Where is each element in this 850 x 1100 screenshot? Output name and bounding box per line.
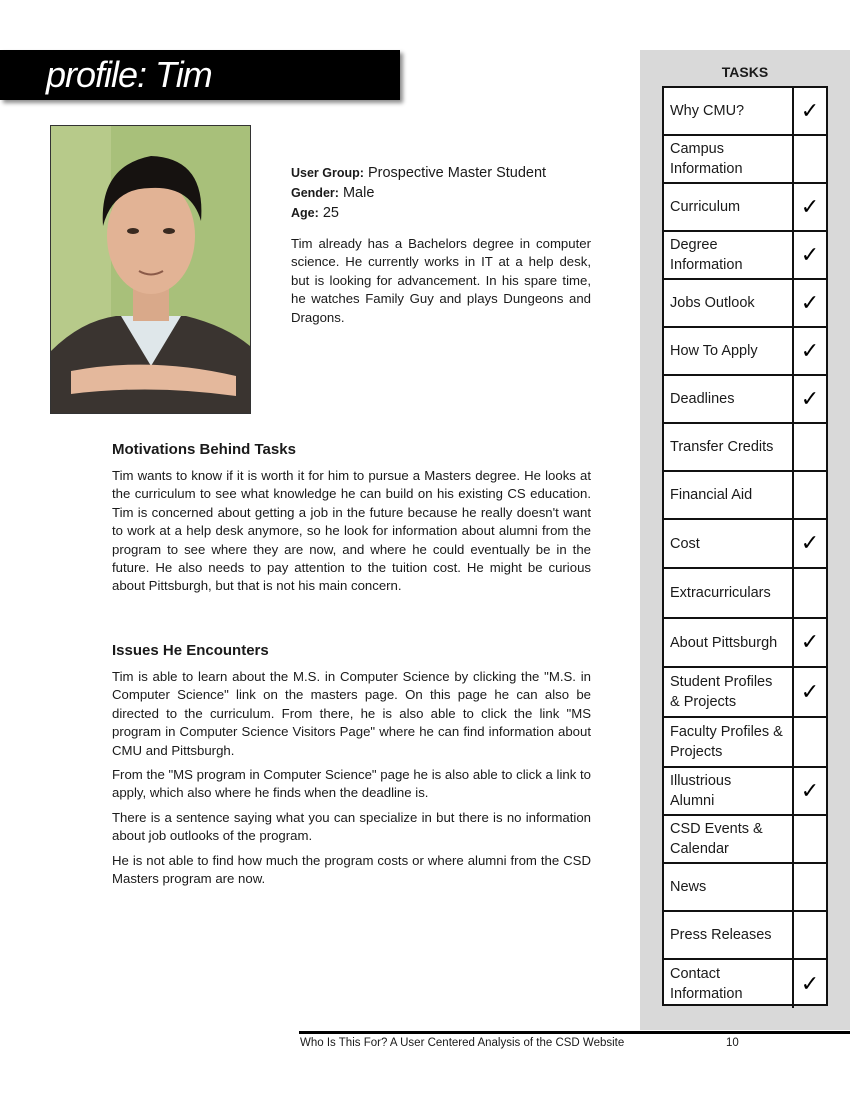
checkmark-icon: ✓ — [800, 630, 820, 655]
task-label: Why CMU? — [664, 88, 794, 134]
task-row — [664, 960, 826, 1008]
age-value: 25 — [322, 205, 339, 221]
task-row — [664, 88, 826, 136]
task-row — [664, 376, 826, 424]
empty-check-cell — [794, 472, 826, 518]
footer-rule — [299, 1031, 850, 1034]
task-label: How To Apply — [664, 328, 794, 374]
issues-paragraph: Tim is able to learn about the M.S. in Computer Science by clicking the "M.S. in Computer Science" link on the masters page. On this page he can also be directed to the curriculum. From there, he is also able to click the link "MS program in Computer Science Visitors Page" where he can find information about CMU and Pittsburgh. — [112, 669, 591, 758]
page-number: 10 — [726, 1037, 739, 1049]
checkmark-icon: ✓ — [800, 242, 820, 268]
task-label: Cost — [664, 520, 794, 567]
checkmark-icon: ✓ — [800, 290, 820, 316]
task-label: Curriculum — [664, 184, 794, 230]
task-label: Deadlines — [664, 376, 794, 422]
empty-check-cell — [794, 424, 826, 470]
task-row — [664, 912, 826, 960]
task-label: Student Profiles & Projects — [664, 668, 794, 716]
task-row — [664, 864, 826, 912]
empty-check-cell — [794, 569, 826, 617]
task-label: Transfer Credits — [664, 424, 794, 470]
motivations-text: Tim wants to know if it is worth it for him to pursue a Masters degree. He looks at the curriculum to see what knowledge he can build on his existing CS education. Tim is concerned about getting a job in the future because he really doesn't want to work at a help desk anymore, so he look for information about alumni from the program to see where they are now, and where he could eventually be in the future. He also needs to pay attention to the tuition cost. He might be curious about Pittsburgh, but that is not his main concern. — [112, 468, 591, 594]
user-group-label: User Group: — [291, 166, 364, 180]
task-row — [664, 520, 826, 569]
motivations-heading: Motivations Behind Tasks — [112, 441, 296, 458]
task-label: Jobs Outlook — [664, 280, 794, 326]
issues-paragraph: From the "MS program in Computer Science" page he is also able to click a link to apply, which also where he finds when the deadline is. — [112, 767, 591, 801]
task-row — [664, 619, 826, 668]
issues-paragraph: There is a sentence saying what you can specialize in but there is no information about job outlooks of the program. — [112, 810, 591, 844]
task-row — [664, 668, 826, 718]
task-label: Campus Information — [664, 136, 794, 182]
task-row — [664, 280, 826, 328]
checkmark-icon: ✓ — [800, 679, 820, 705]
user-group-value: Prospective Master Student — [367, 165, 547, 181]
task-label: Faculty Profiles & Projects — [664, 718, 794, 766]
task-label: Extracurriculars — [664, 569, 794, 617]
empty-check-cell — [794, 136, 826, 182]
task-label: Degree Information — [664, 232, 794, 278]
age-label: Age: — [291, 206, 319, 220]
task-row — [664, 136, 826, 184]
checkmark-icon: ✓ — [800, 98, 820, 124]
task-row — [664, 184, 826, 232]
checkmark-icon: ✓ — [800, 338, 820, 364]
user-group-row — [291, 163, 591, 183]
age-row — [291, 203, 591, 223]
task-row — [664, 328, 826, 376]
task-row — [664, 718, 826, 768]
task-label: Financial Aid — [664, 472, 794, 518]
gender-row — [291, 183, 591, 203]
title-banner — [0, 50, 400, 100]
checkmark-icon: ✓ — [800, 386, 820, 412]
task-label: About Pittsburgh — [664, 619, 794, 666]
profile-bio: Tim already has a Bachelors degree in computer science. He currently works in IT at a help desk, but is looking for advancement. In his spare time, he watches Family Guy and plays Dungeons and Dragons. — [291, 236, 591, 325]
issues-paragraph: He is not able to find how much the program costs or where alumni from the CSD Masters program are now. — [112, 853, 591, 887]
tasks-heading: TASKS — [721, 64, 769, 80]
portrait-illustration — [51, 126, 250, 413]
task-row — [664, 232, 826, 280]
task-label: News — [664, 864, 794, 910]
empty-check-cell — [794, 718, 826, 766]
tasks-table — [662, 86, 828, 1006]
checkmark-icon: ✓ — [800, 194, 820, 220]
issues-heading: Issues He Encounters — [112, 642, 269, 659]
task-row — [664, 424, 826, 472]
profile-details — [291, 163, 591, 223]
gender-label: Gender: — [291, 186, 339, 200]
gender-value: Male — [342, 185, 375, 201]
checkmark-icon: ✓ — [800, 778, 820, 804]
empty-check-cell — [794, 912, 826, 958]
empty-check-cell — [794, 864, 826, 910]
task-row — [664, 472, 826, 520]
empty-check-cell — [794, 816, 826, 862]
task-label: Illustrious Alumni — [664, 768, 794, 814]
checkmark-icon: ✓ — [800, 531, 820, 556]
checkmark-icon: ✓ — [800, 971, 820, 997]
task-row — [664, 816, 826, 864]
task-row — [664, 768, 826, 816]
task-label: CSD Events & Calendar — [664, 816, 794, 862]
task-row — [664, 569, 826, 619]
task-label: Contact Information — [664, 960, 794, 1008]
profile-photo — [50, 125, 251, 414]
page-title: profile: Tim — [46, 54, 212, 95]
task-label: Press Releases — [664, 912, 794, 958]
footer-title: Who Is This For? A User Centered Analysis of the CSD Website — [300, 1037, 625, 1049]
